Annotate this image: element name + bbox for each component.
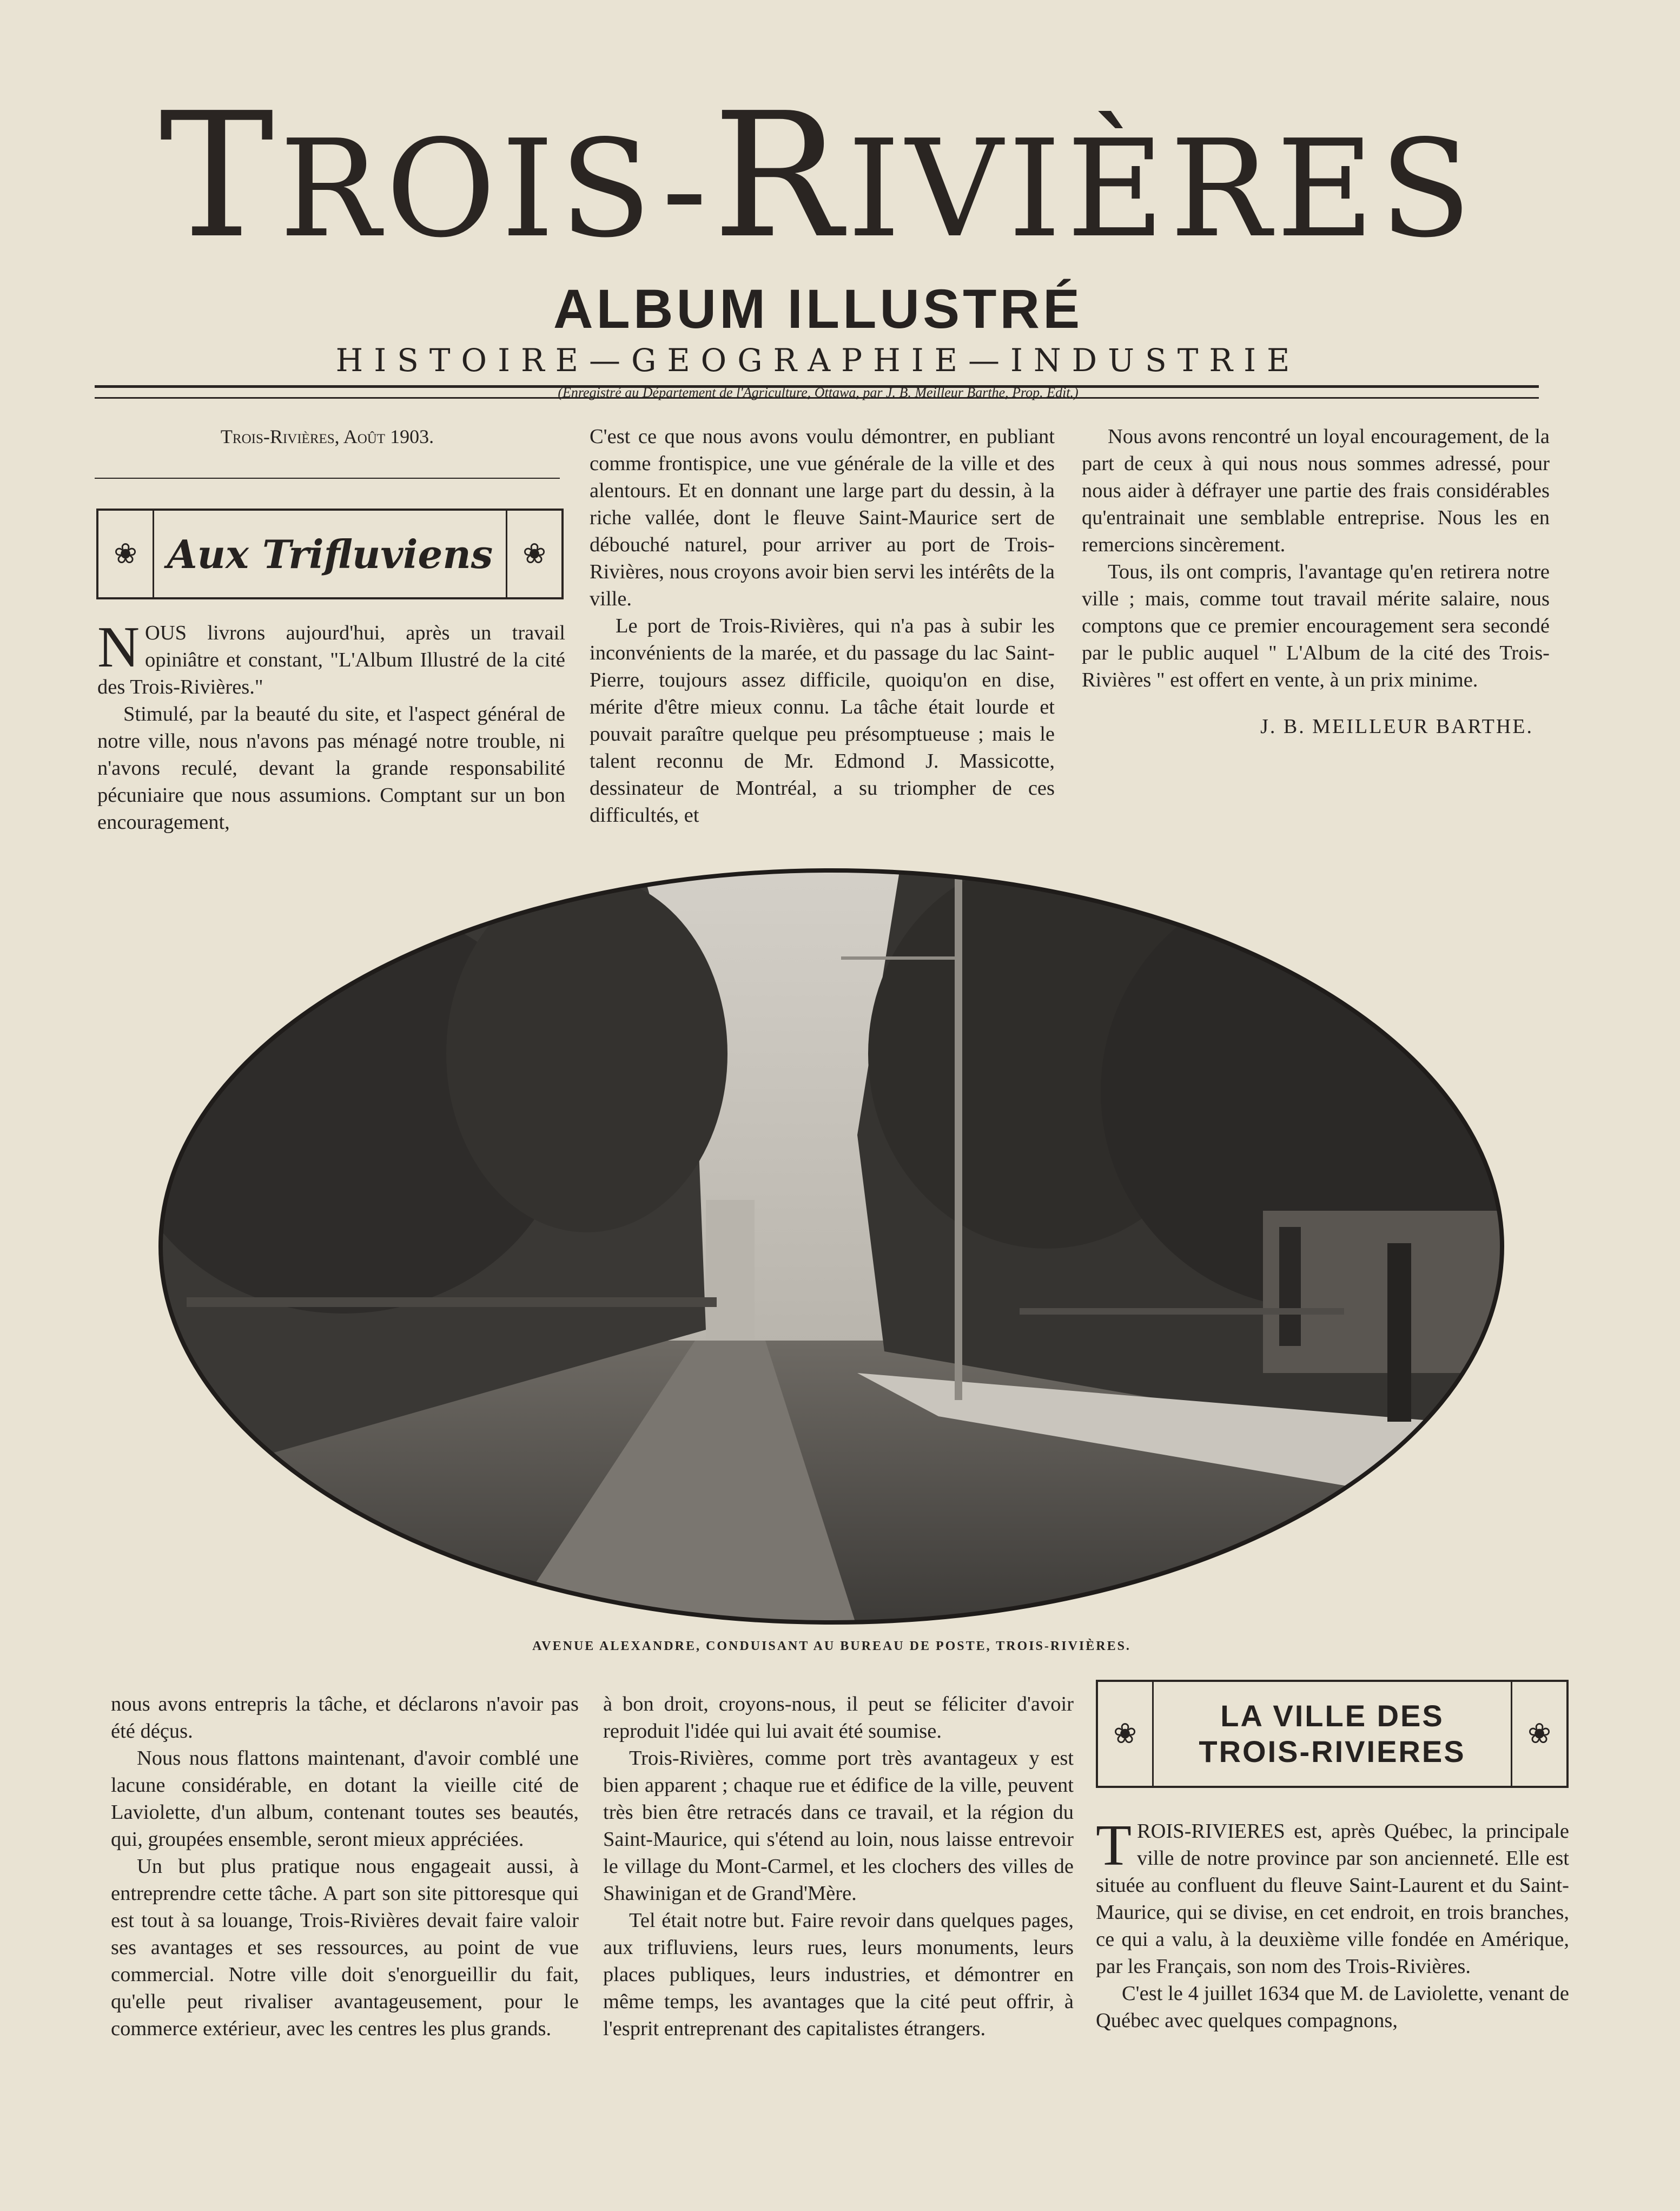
article-column-6 [1096,1813,1569,2034]
paragraph: Tous, ils ont compris, l'avantage qu'en retirera notre ville ; mais, comme tout travail mérite salaire, nous comptons que ce premier encouragement sera secondé par le public auquel " L'Album de la cité des Trois-Rivières " est offert en vente, à un prix minime. [1082,560,1550,691]
dateline-rule [95,478,560,479]
paragraph: Tel était notre but. Faire revoir dans quelques pages, aux trifluviens, leurs rues, leurs monuments, leurs places publiques, leurs industries, et démontrer en même temps, les avantages que la cité peut offrir, à l'esprit entreprenant des capitalistes étrangers. [603,1909,1074,2040]
paragraph: TROIS-RIVIERES est, après Québec, la principale ville de notre province par son ancienneté. Elle est située au confluent du fleuve Saint-Laurent et du Saint-Maurice, qui se divise, en cet endroit, en trois branches, ce qui a valu, à la deuxième ville fondée en Amérique, par les Français, son nom des Trois-Rivières. [1096,1813,1569,1978]
signature: J. B. MEILLEUR BARTHE. [1260,715,1533,738]
photo-caption: AVENUE ALEXANDRE, CONDUISANT AU BUREAU DE POSTE, TROIS-RIVIÈRES. [532,1639,1131,1653]
title-initial-r: R [712,76,848,276]
masthead-title [97,76,1539,279]
section-heading-la-ville: LA VILLE DES TROIS-RIVIERES [1199,1699,1466,1768]
paragraph: C'est ce que nous avons voulu démontrer, en publiant comme frontispice, une vue générale de la ville et des alentours. Et en donnant une large part du dessin, à la riche vallée, dont le fleuve Saint-Maurice sert de débouché naturel, pour arriver au port de Trois-Rivières, nous croyons avoir bien servi les intérêts de la ville. [590,425,1055,610]
section-heading-aux-trifluviens: Aux Trifluviens [167,531,493,577]
title-initial-t: T [159,76,280,276]
masthead-subtitle: ALBUM ILLUSTRÉ [553,278,1083,340]
heading-box-aux-trifluviens [96,509,564,599]
paragraph: Stimulé, par la beauté du site, et l'aspect général de notre ville, nous n'avons pas ménagé notre trouble, ni n'avons reculé, devant la grande responsabilité pécuniaire que nous assumions. Comptant sur un bon encouragement, [97,703,565,834]
article-column-5 [603,1691,1074,2042]
registration-note: (Enregistré au Département de l'Agriculture, Ottawa, par J. B. Meilleur Barthe, Prop. Edit.) [558,385,1079,400]
flower-ornament-icon: ❀ [1113,1719,1137,1750]
title-part-ivieres: IVIÈRES [847,111,1477,267]
paragraph: NOUS livrons aujourd'hui, après un travail opiniâtre et constant, "L'Album Illustré de la cité des Trois-Rivières." [97,615,565,698]
paragraph: Nous nous flattons maintenant, d'avoir comblé une lacune considérable, en dotant la vieille cité de Laviolette, d'un album, contenant toutes ses beautés, qui, groupées ensemble, seront mieux appréciées. [111,1747,579,1851]
paragraph: à bon droit, croyons-nous, il peut se féliciter d'avoir reproduit l'idée qui lui avait été soumise. [603,1693,1074,1743]
dateline: Trois-Rivières, Août 1903. [220,426,434,447]
title-part-rois: ROIS- [279,111,713,267]
article-column-4 [111,1691,579,2042]
oval-photograph [154,864,1509,1628]
paragraph: Un but plus pratique nous engageait aussi, à entreprendre cette tâche. A part son site pittoresque qui est tout à sa louange, Trois-Rivières devait faire valoir ses avantages et ses ressources, au point de vue commercial. Notre ville doit s'enorgueillir du fait, qu'elle peut rivaliser avantageusement, pour le commerce extérieur, avec les centres les plus grands. [111,1855,579,2040]
article-column-1 [97,615,565,836]
masthead [97,76,1539,402]
paragraph: nous avons entrepris la tâche, et déclarons n'avoir pas été déçus. [111,1693,579,1743]
flower-ornament-icon: ❀ [522,539,546,570]
heading-box-la-ville [1096,1680,1569,1788]
photo-avenue-alexandre [154,864,1509,1628]
paragraph: Trois-Rivières, comme port très avantageux y est bien apparent ; chaque rue et édifice de la ville, peuvent très bien être retracés dans ce travail, et la région du Saint-Maurice, qui s'étend au loin, nous laisse entrevoir le village du Mont-Carmel, et les clochers des villes de Shawinigan et de Grand'Mère. [603,1747,1074,1905]
flower-ornament-icon: ❀ [114,539,137,570]
masthead-rule-thick [95,385,1539,388]
paragraph: C'est le 4 juillet 1634 que M. de Laviolette, venant de Québec avec quelques compagnons, [1096,1982,1569,2032]
masthead-rule-thin [95,397,1539,399]
flower-ornament-icon: ❀ [1527,1719,1551,1750]
drop-cap: T [1096,1813,1132,1878]
paragraph: Nous avons rencontré un loyal encouragement, de la part de ceux à qui nous nous sommes adressé, pour nous aider à défrayer une partie des frais considérables qu'entrainait une semblable entreprise. Nous les en remercions sincèrement. [1082,425,1550,556]
paragraph: Le port de Trois-Rivières, qui n'a pas à subir les inconvénients de la marée, et du passage du lac Saint-Pierre, toujours assez difficile, quoiqu'on en dise, mérite d'être mieux connu. La tâche était lourde et pouvait paraître quelque peu présomptueuse ; mais le talent reconnu de Mr. Edmond J. Massicotte, dessinateur de Montréal, a su triompher de ces difficultés, et [590,615,1055,827]
article-column-3 [1082,423,1550,740]
drop-cap: N [97,615,140,679]
article-column-2 [590,423,1055,829]
masthead-tagline: HISTOIRE—GEOGRAPHIE—INDUSTRIE [335,342,1301,379]
